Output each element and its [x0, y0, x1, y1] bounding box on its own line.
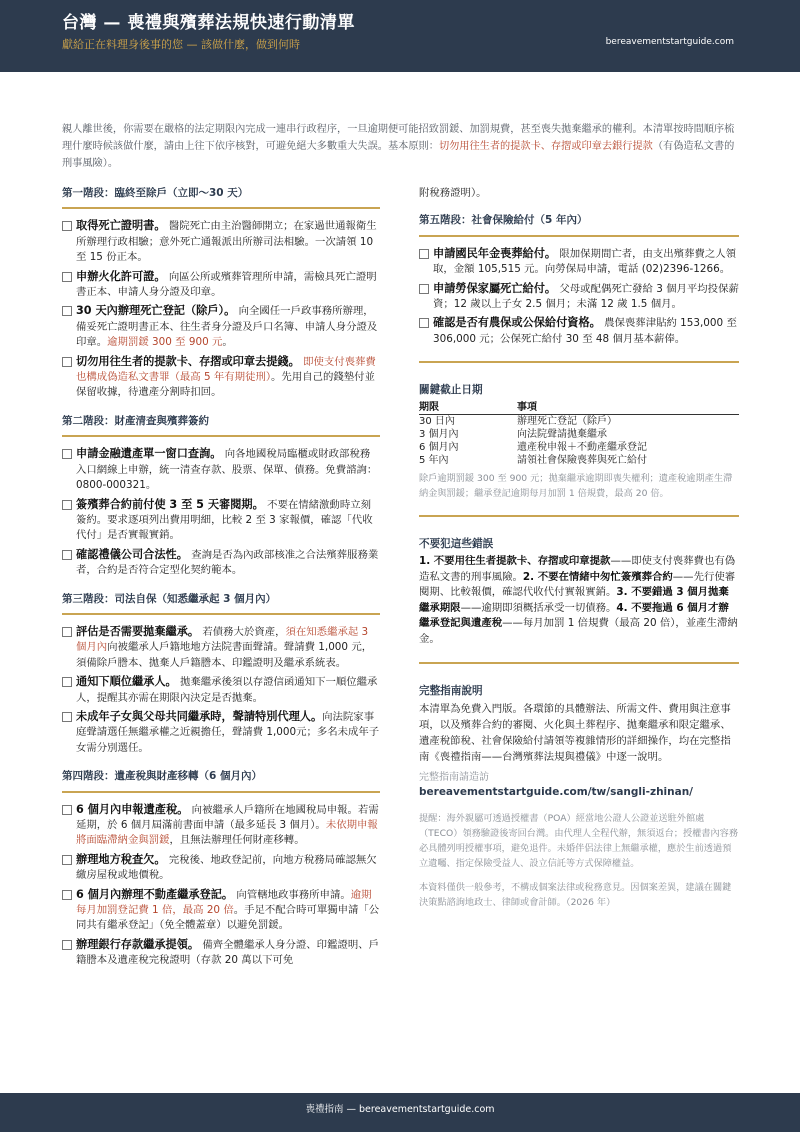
intro-paragraph [62, 121, 742, 172]
guide-body: 本清單為免費入門版。各環節的具體辦法、所需文件、費用與注意事項，以及殯葬合約的審閱、火化與土葬程序、拋棄繼承和限定繼承、遺產稅節稅、社會保險給付請領等複雜情形的詳細操作，均在完整指南《喪禮指南——台灣殯葬法規與禮儀》中逐一說明。 [419, 703, 731, 764]
table-row: 6 個月內 遺產稅申報＋不動產繼承登記 [419, 442, 647, 454]
column-header-item: 事項 [517, 401, 739, 415]
checkbox[interactable] [419, 318, 429, 328]
checkbox[interactable] [62, 306, 72, 316]
checklist-item: 未成年子女與父母共同繼承時，聲請特別代理人。向法院家事庭聲請選任無繼承權之近親擔任，聲請費 1,000元；多名未成年子女需分別選任。 [62, 709, 380, 756]
overseas-tip: 提醒：海外親屬可透過授權書（POA）經當地公證人公證並送駐外館處（TECO）領務驗證後寄回台灣。由代理人全程代辦，無須返台；授權書內容務必具體列明授權事項，避免退件。未婚伴侶法律上無繼承權，應於生前透過預立遺囑、指定保險受益人、設立信託等方式保障權益。 [419, 812, 739, 870]
stage4-continued-text: 附稅務證明）。 [419, 187, 487, 199]
intro-tail: （有偽造私文書的刑事風險）。 [62, 141, 735, 169]
intro-text: 親人離世後，你需要在嚴格的法定期限內完成一連串行政程序，一旦逾期便可能招致罰鍰、加罰規費，甚至喪失拋棄繼承的權利。本清單按時間順序梳理什麼時候該做什麼，請由上往下依序核對，可避免絕大多數重大失誤。基本原則： [62, 124, 735, 152]
checkbox[interactable] [62, 449, 72, 459]
checkbox[interactable] [62, 940, 72, 950]
deadlines-table [419, 401, 739, 468]
checkbox[interactable] [419, 284, 429, 294]
header-site-link[interactable]: bereavementstartguide.com [605, 37, 734, 47]
checklist-item: 確認是否有農保或公保給付資格。 農保喪葬津貼約 153,000 至 306,000 元；公保死亡給付 30 至 48 個月基本薪俸。 [419, 315, 739, 347]
checkbox[interactable] [62, 357, 72, 367]
checklist-item: 簽殯葬合約前付使 3 至 5 天審閱期。 不要在情緒激動時立刻簽約。要求逐項列出費用明細，比較 2 至 3 家報價，確認「代收代付」是否實報實銷。 [62, 497, 380, 544]
left-column [62, 186, 380, 972]
table-header-row [419, 401, 739, 415]
checklist-item: 申請勞保家屬死亡給付。 父母或配偶死亡發給 3 個月平均投保薪資；12 歲以上子女 2.5 個月；未滿 12 歲 1.5 個月。 [419, 281, 739, 313]
checklist-item: 切勿用往生者的提款卡、存摺或印章去提錢。 即使支付喪葬費也構成偽造私文書罪（最高 5 年有期徒刑）。先用自己的錢墊付並保留收據，待遺產分割時扣回。 [62, 354, 380, 401]
checkbox[interactable] [419, 249, 429, 259]
table-row: 3 個月內 向法院聲請拋棄繼承 [419, 429, 607, 441]
checkbox[interactable] [62, 855, 72, 865]
checkbox[interactable] [62, 550, 72, 560]
checklist-item: 通知下順位繼承人。 拋棄繼承後須以存證信函通知下一順位繼承人，提醒其亦需在期限內決定是否拋棄。 [62, 674, 380, 706]
stage1-heading: 第一階段：臨終至除戶（立即～30 天） [62, 186, 380, 209]
checklist-item: 評估是否需要拋棄繼承。 若債務大於資產，須在知悉繼承起 3 個月內向被繼承人戶籍地地方法院書面聲請。聲請費 1,000 元，須備除戶謄本、拋棄人戶籍謄本、印鑑證明及繼承系統表。 [62, 624, 380, 671]
checklist-item: 30 天內辦理死亡登記（除戶）。 向全國任一戶政事務所辦理，備妥死亡證明書正本、往生者身分證及戶口名簿、申請人身分證及印章。逾期罰鍰 300 至 900 元。 [62, 303, 380, 350]
page-footer: 喪禮指南 — bereavementstartguide.com [0, 1093, 800, 1132]
checklist-item: 申請金融遺產單一窗口查詢。 向各地國稅局臨櫃或財政部稅務入口網線上申辦，統一清查存款、股票、保單、債務。免費諮詢：0800-000321。 [62, 446, 380, 493]
mistakes-paragraph: 1. 不要用往生者提款卡、存摺或印章提款——即使支付喪葬費也有偽造私文書的刑事風險。2. 不要在情緒中匆忙簽殯葬合約——先行使審閱期、比較報價，確認代收代付實報實銷。3. 不要錯過 3 個月拋棄繼承期限——逾期即須概括承受一切債務。4. 不要拖過 6 個月才辦繼承登記與遺產稅——每月加罰 1 倍規費（最高 20 倍），並產生滯納金。 [419, 555, 738, 646]
checklist-item: 辦理地方稅查欠。 完稅後、地政登記前，向地方稅務局確認無欠繳房屋稅或地價稅。 [62, 852, 380, 884]
checkbox[interactable] [62, 627, 72, 637]
stage3-heading: 第三階段：司法自保（知悉繼承起 3 個月內） [62, 592, 380, 615]
checkbox[interactable] [62, 805, 72, 815]
stage2-heading: 第二階段：財產清查與殯葬簽約 [62, 414, 380, 437]
divider [419, 662, 739, 664]
guide-link-label: 完整指南請造訪 [419, 772, 489, 784]
checklist-item: 辦理銀行存款繼承提領。 備齊全體繼承人身分證、印鑑證明、戶籍謄本及遺產稅完稅證明（存款 20 萬以下可免 [62, 937, 380, 969]
intro-highlight: 切勿用往生者的提款卡、存摺或印章去銀行提款 [438, 141, 653, 152]
checkbox[interactable] [62, 221, 72, 231]
guide-heading: 完整指南說明 [419, 684, 483, 697]
checklist-item: 申辦火化許可證。 向區公所或殯葬管理所申請，需檢具死亡證明書正本、申請人身分證及印章。 [62, 269, 380, 301]
stage5-heading: 第五階段：社會保險給付（5 年內） [419, 213, 739, 236]
column-header-period: 期限 [419, 401, 517, 415]
divider [419, 361, 739, 363]
page-title: 台灣 — 喪禮與殯葬法規快速行動清單 [62, 13, 355, 33]
page-subtitle: 獻給正在料理身後事的您 — 該做什麼，做到何時 [62, 38, 300, 51]
checkbox[interactable] [62, 890, 72, 900]
divider [419, 515, 739, 517]
checklist-item: 6 個月內辦理不動產繼承登記。 向管轄地政事務所申請。逾期每月加罰登記費 1 倍，最高 20 倍。手足不配合時可單獨申請「公同共有繼承登記」（免全體蓋章）以避免罰鍰。 [62, 887, 380, 934]
table-row: 5 年內 請領社會保險喪葬與死亡給付 [419, 455, 647, 467]
checkbox[interactable] [62, 500, 72, 510]
checklist-item: 6 個月內申報遺產稅。 向被繼承人戶籍所在地國稅局申報。若需延期，於 6 個月屆滿前書面申請（最多延長 3 個月）。未依期申報將面臨滯納金與罰鍰，且無法辦理任何財產移轉。 [62, 802, 380, 849]
checkbox[interactable] [62, 677, 72, 687]
table-row: 30 日內 辦理死亡登記（除戶） [419, 415, 617, 427]
checklist-item: 申請國民年金喪葬給付。 限加保期間亡者，由支出殯葬費之人領取，金額 105,515 元。向勞保局申請，電話 (02)2396-1266。 [419, 246, 739, 278]
checklist-item: 確認禮儀公司合法性。 查詢是否為內政部核准之合法殯葬服務業者，合約是否符合定型化契約範本。 [62, 547, 380, 579]
disclaimer: 本資料僅供一般參考，不構成個案法律或稅務意見。因個案差異，建議在關鍵決策點諮詢地政士、律師或會計師。（2026 年） [419, 881, 732, 908]
mistakes-heading: 不要犯這些錯誤 [419, 537, 494, 550]
guide-url-link[interactable]: bereavementstartguide.com/tw/sangli-zhinan/ [419, 786, 694, 799]
page-header [0, 0, 800, 72]
checkbox[interactable] [62, 272, 72, 282]
right-column [419, 186, 739, 918]
deadlines-note: 除戶逾期罰鍰 300 至 900 元；拋棄繼承逾期即喪失權利；遺產稅逾期產生滯納金與罰鍰；繼承登記逾期每月加罰 1 倍規費，最高 20 倍。 [419, 472, 733, 499]
deadlines-heading: 關鍵截止日期 [419, 384, 483, 397]
checklist-item: 取得死亡證明書。 醫院死亡由主治醫師開立；在家過世通報衛生所辦理行政相驗；意外死亡通報派出所辦司法相驗。一次請領 10 至 15 份正本。 [62, 218, 380, 265]
stage4-heading: 第四階段：遺產稅與財產移轉（6 個月內） [62, 769, 380, 792]
checkbox[interactable] [62, 712, 72, 722]
